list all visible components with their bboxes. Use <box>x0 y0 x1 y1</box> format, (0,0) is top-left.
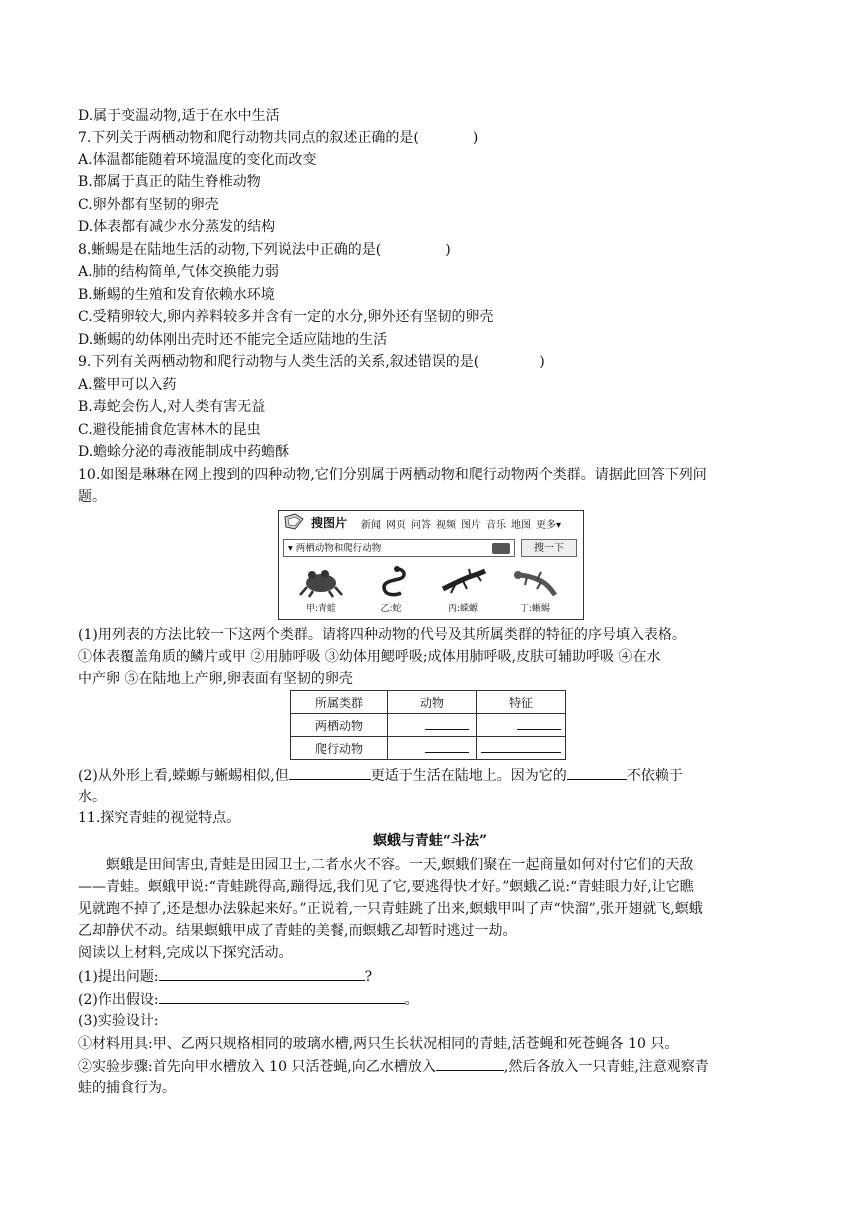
animal-frog <box>291 565 351 615</box>
option-b: B.蜥蜴的生殖和发育依赖水环境 <box>78 287 275 303</box>
answer-blank[interactable] <box>425 717 469 730</box>
nav-item-qa: 问答 <box>411 520 431 531</box>
brand-label: 搜图片 <box>311 516 348 530</box>
nav-item-map: 地图 <box>511 520 531 531</box>
text: 不依赖于 <box>626 768 683 784</box>
option-a: A.肺的结构简单,气体交换能力弱 <box>78 264 280 280</box>
stem-close: ) <box>539 354 545 370</box>
passage-title: 螟蛾与青蛙“斗法” <box>372 833 488 849</box>
animal-caption: 乙:蛇 <box>380 604 402 614</box>
animal-snake <box>361 565 421 615</box>
animal-salamander <box>433 565 493 615</box>
search-button: 搜一下 <box>521 539 577 557</box>
search-box <box>283 539 515 557</box>
stem-close: ) <box>445 242 451 258</box>
answer-blank[interactable] <box>436 1056 504 1071</box>
text: 。 <box>404 992 419 1008</box>
answer-blank[interactable] <box>159 966 365 981</box>
feature-answer-cell[interactable] <box>477 737 566 760</box>
stem-text: 8.蜥蜴是在陆地生活的动物,下列说法中正确的是( <box>78 242 382 258</box>
lizard-icon <box>511 565 559 599</box>
answer-blank[interactable] <box>289 765 371 780</box>
picture-search-logo-icon <box>283 513 305 531</box>
table-row <box>291 737 566 760</box>
text: ? <box>364 969 373 985</box>
part-3-design: (3)实验设计: <box>78 1013 159 1029</box>
option-c: C.避役能捕食危害林木的昆虫 <box>78 422 261 438</box>
answer-blank[interactable] <box>425 740 469 753</box>
animal-caption: 丙:蝾螈 <box>447 604 479 614</box>
option-b: B.毒蛇会伤人,对人类有害无益 <box>78 399 266 415</box>
row-group: 两栖动物 <box>291 714 388 737</box>
nav-item-images: 图片 <box>461 520 481 531</box>
answer-blank[interactable] <box>517 717 561 730</box>
text: (2)从外形上看,蝾螈与蜥蜴相似,但 <box>78 768 289 784</box>
option-c: C.卵外都有坚韧的卵壳 <box>78 197 219 213</box>
procedure-line2: 蛙的捕食行为。 <box>78 1080 176 1096</box>
table-row <box>291 714 566 737</box>
search-screenshot-figure <box>278 510 584 620</box>
nav-item-more: 更多▾ <box>536 520 562 531</box>
passage-line1: 螟蛾是田间害虫,青蛙是田园卫士,二者水火不容。一天,螟蛾们聚在一起商量如何对付它们的天敌 <box>106 857 694 873</box>
snake-icon <box>367 565 415 599</box>
nav-item-web: 网页 <box>386 520 406 531</box>
passage-line3: 见就跑不掉了,还是想办法躲起来好。”正说着,一只青蛙跳了出来,螟蛾甲叫了声“快溜”,张开翅就飞,螟蛾 <box>78 901 703 917</box>
part-2-line2: 水。 <box>78 789 106 805</box>
stem-text: 9.下列有关两栖动物和爬行动物与人类生活的关系,叙述错误的是( <box>78 354 480 370</box>
option-d: D.体表都有减少水分蒸发的结构 <box>78 219 276 235</box>
animal-answer-cell[interactable] <box>388 714 477 737</box>
text: 更适于生活在陆地上。因为它的 <box>370 768 567 784</box>
nav-item-music: 音乐 <box>486 520 506 531</box>
answer-blank[interactable] <box>481 740 561 753</box>
part-1-question <box>78 966 372 987</box>
part-2-line1 <box>78 765 683 786</box>
nav-item-video: 视频 <box>436 520 456 531</box>
text: ②实验步骤:首先向甲水槽放入 10 只活苍蝇,向乙水槽放入 <box>78 1059 436 1075</box>
question-6-option-d: D.属于变温动物,适于在水中生活 <box>78 108 280 124</box>
search-query: ▾ 两栖动物和爬行动物 <box>288 543 382 554</box>
answer-blank[interactable] <box>159 989 405 1004</box>
animal-caption: 丁:蜥蜴 <box>519 604 551 614</box>
option-a: A.鳖甲可以入药 <box>78 377 177 393</box>
option-c: C.受精卵较大,卵内养料较多并含有一定的水分,卵外还有坚韧的卵壳 <box>78 309 494 325</box>
part-2-hypothesis <box>78 989 419 1010</box>
text: ,然后各放入一只青蛙,注意观察青 <box>503 1059 709 1075</box>
text: (1)提出问题: <box>78 969 159 985</box>
answer-blank[interactable] <box>567 765 627 780</box>
camera-icon <box>492 543 510 554</box>
passage-line4: 乙却静伏不动。结果螟蛾甲成了青蛙的美餐,而螟蛾乙却暂时逃过一劫。 <box>78 923 517 939</box>
header-group: 所属类群 <box>291 691 388 714</box>
animal-caption: 甲:青蛙 <box>305 604 337 614</box>
salamander-icon <box>439 565 487 599</box>
option-d: D.蜥蜴的幼体刚出壳时还不能完全适应陆地的生活 <box>78 332 388 348</box>
classification-table <box>290 690 566 760</box>
text: (2)作出假设: <box>78 992 159 1008</box>
passage-line2: ——青蛙。螟蛾甲说:“青蛙跳得高,蹦得远,我们见了它,要逃得快才好。”螟蛾乙说:“青蛙眼力好,让它瞧 <box>78 879 694 895</box>
procedure-line1 <box>78 1056 709 1077</box>
search-toolbar <box>279 511 583 535</box>
part-1-instruction: (1)用列表的方法比较一下这两个类群。请将四种动物的代号及其所属类群的特征的序号填入表格。 <box>78 627 686 643</box>
question-10-stem-line2: 题。 <box>78 489 106 505</box>
materials: ①材料用具:甲、乙两只规格相同的玻璃水槽,两只生长状况相同的青蛙,活苍蝇和死苍蝇各 10 只。 <box>78 1036 679 1052</box>
reading-instruction: 阅读以上材料,完成以下探究活动。 <box>78 945 293 961</box>
nav-item-news: 新闻 <box>361 520 381 531</box>
stem-text: 7.下列关于两栖动物和爬行动物共同点的叙述正确的是( <box>78 130 419 146</box>
animal-answer-cell[interactable] <box>388 737 477 760</box>
question-7-stem <box>78 128 478 148</box>
option-d: D.蟾蜍分泌的毒液能制成中药蟾酥 <box>78 444 290 460</box>
option-a: A.体温都能随着环境温度的变化而改变 <box>78 152 317 168</box>
feature-answer-cell[interactable] <box>477 714 566 737</box>
question-10-stem-line1: 10.如图是琳琳在网上搜到的四种动物,它们分别属于两栖动物和爬行动物两个类群。请据此回答下列问 <box>78 467 707 483</box>
search-nav <box>361 516 566 531</box>
option-b: B.都属于真正的陆生脊椎动物 <box>78 174 261 190</box>
animal-lizard <box>505 565 565 615</box>
question-8-stem <box>78 240 451 260</box>
feature-list-line2: 中产卵 ⑤在陆地上产卵,卵表面有坚韧的卵壳 <box>78 671 353 687</box>
question-9-stem <box>78 352 545 372</box>
feature-list-line1: ①体表覆盖角质的鳞片或甲 ②用肺呼吸 ③幼体用鳃呼吸;成体用肺呼吸,皮肤可辅助呼吸 ④在水 <box>78 649 661 665</box>
question-11-stem: 11.探究青蛙的视觉特点。 <box>78 810 241 826</box>
header-animal: 动物 <box>388 691 477 714</box>
header-feature: 特征 <box>477 691 566 714</box>
frog-icon <box>297 565 345 599</box>
stem-close: ) <box>472 130 479 146</box>
row-group: 爬行动物 <box>291 737 388 760</box>
table-header-row <box>291 691 566 714</box>
